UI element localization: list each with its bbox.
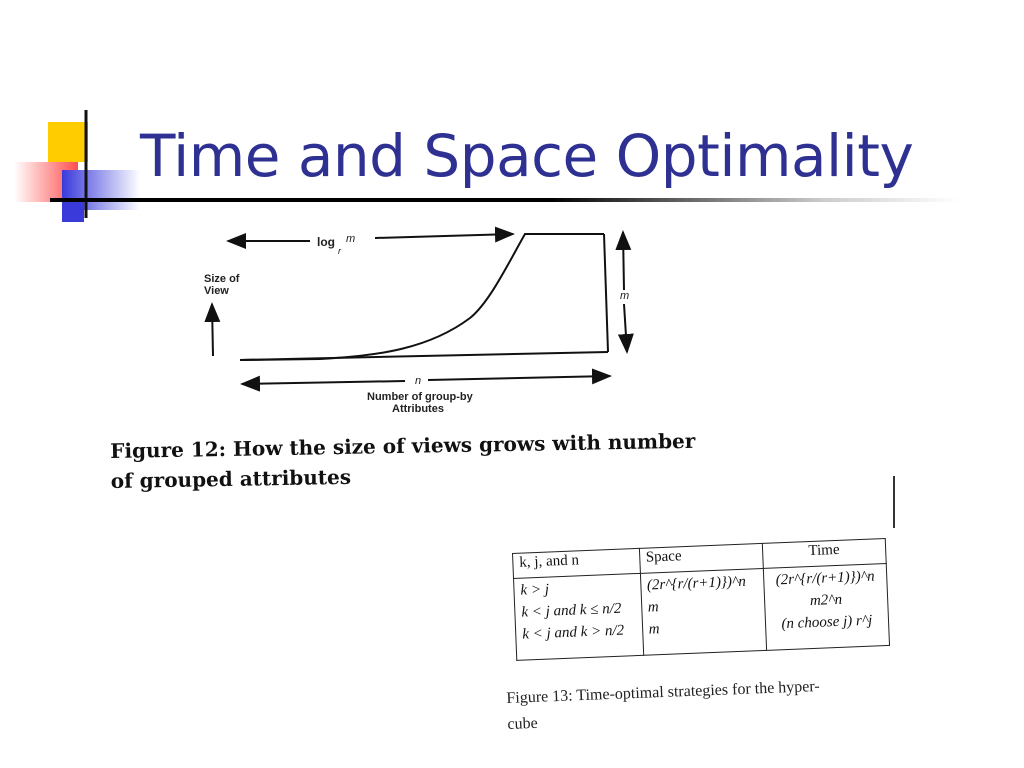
bottom-label-line2: Attributes — [392, 403, 444, 415]
y-label-line1: Size of — [204, 273, 240, 285]
slide-title: Time and Space Optimality — [140, 122, 914, 190]
figure-12-caption-line2: of grouped attributes — [110, 464, 352, 493]
right-edge — [604, 234, 608, 352]
bottom-label-line1: Number of group-by — [367, 391, 473, 403]
figure-13-caption — [506, 671, 908, 738]
header-conditions: k, j, and n — [513, 548, 640, 578]
conditions-cell: k > j k < j and k ≤ n/2 k < j and k > n/2 — [514, 573, 644, 660]
title-underline — [50, 198, 960, 202]
slide-logo — [0, 100, 150, 230]
figure-13-table — [512, 538, 890, 661]
top-label-sub: r — [338, 246, 341, 256]
bottom-n-label: n — [415, 375, 422, 387]
header-time: Time — [762, 539, 886, 569]
top-label: log — [317, 235, 335, 249]
baseline — [240, 352, 608, 360]
growth-curve — [240, 234, 604, 360]
scan-artifact-line — [893, 476, 895, 528]
figure-13-caption-line2: cube — [507, 714, 538, 733]
header-space: Space — [639, 543, 763, 573]
figure-12-caption — [110, 425, 761, 496]
time-cell: (2r^{r/(r+1)})^n m2^n (n choose j) r^j — [763, 563, 889, 650]
space-cell: (2r^{r/(r+1)})^n m m — [640, 568, 766, 655]
y-label-line2: View — [204, 285, 229, 297]
logo-yellow-square — [48, 122, 88, 162]
top-label-sup: m — [346, 233, 356, 245]
right-label: m — [620, 290, 630, 302]
figure-12-caption-line1: Figure 12: How the size of views grows with number — [110, 428, 696, 463]
table-row — [514, 563, 890, 660]
figure-12-diagram — [180, 220, 660, 420]
top-arrow-right — [375, 234, 513, 238]
y-arrow — [212, 304, 213, 356]
figure-13-caption-line1: Figure 13: Time-optimal strategies for the hyper- — [506, 677, 820, 707]
